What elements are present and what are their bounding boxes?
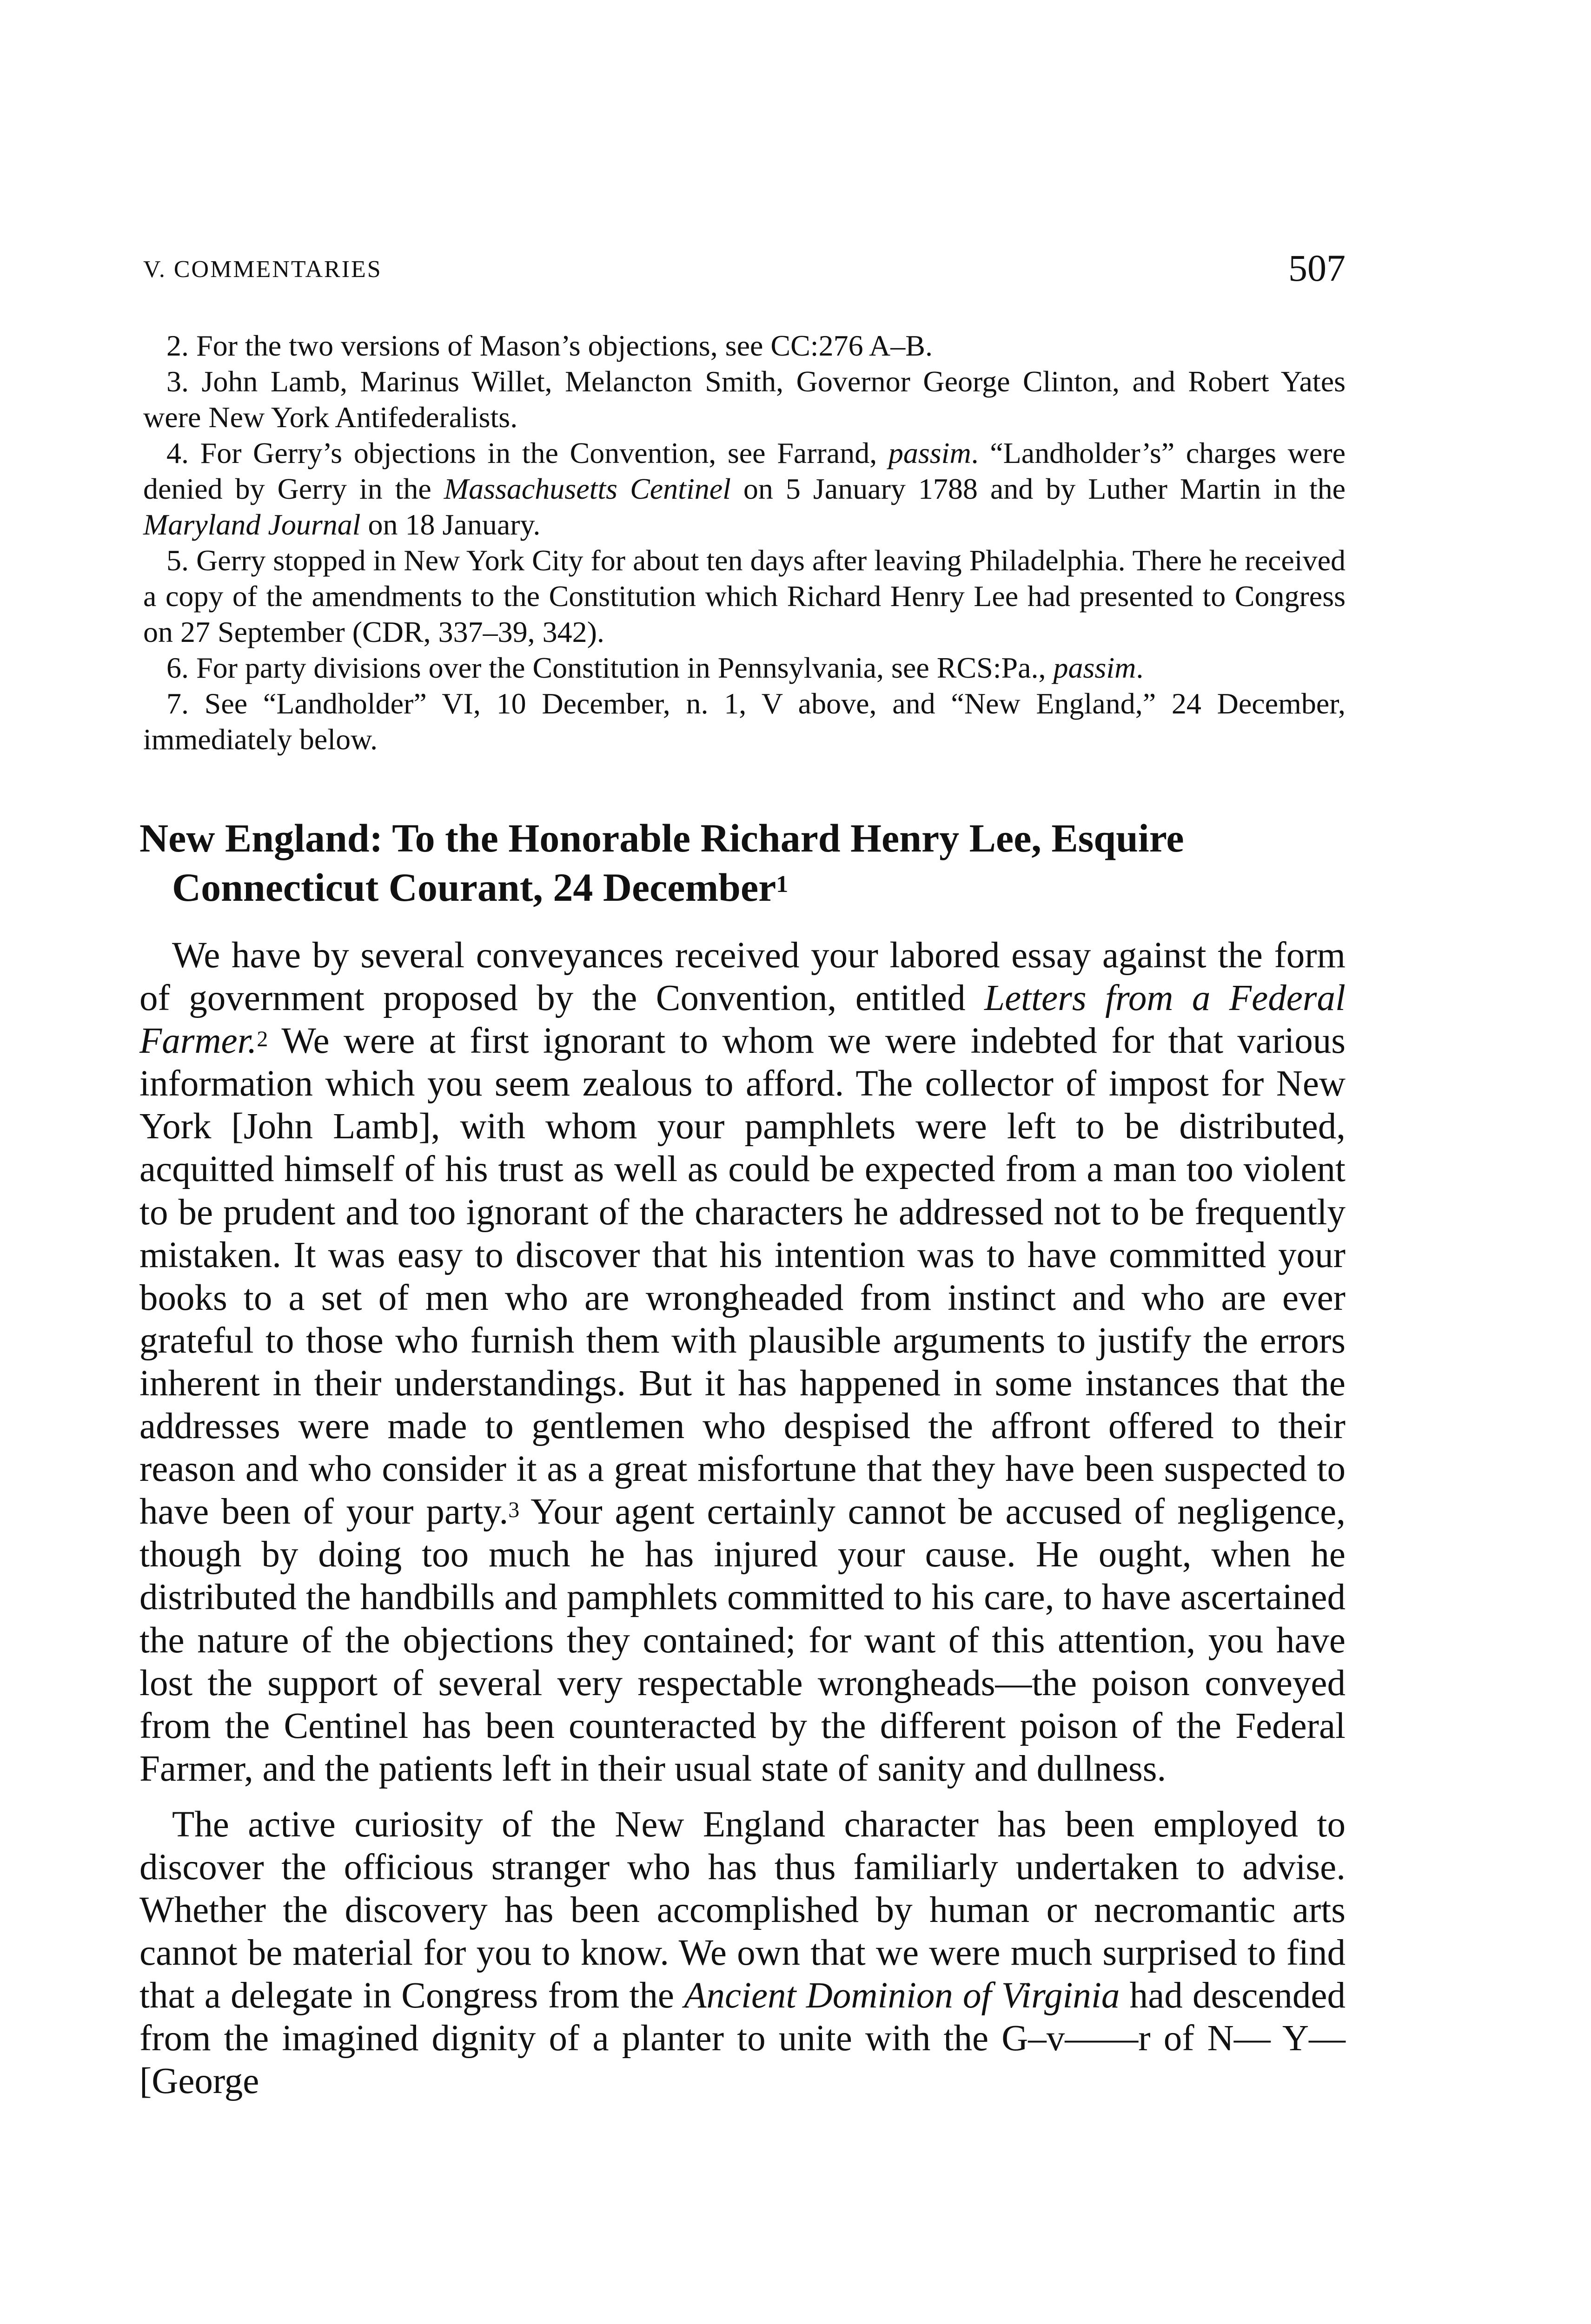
text-run: on 5 January 1788 and by Luther Martin in the (730, 472, 1346, 505)
page-number: 507 (1288, 247, 1346, 289)
text-run: . “Landholder’s” charges were denied by Gerry in the (143, 436, 1346, 505)
footnote (143, 435, 1346, 542)
body-paragraph (139, 934, 1346, 1790)
footnote-marker: 3 (508, 1498, 520, 1523)
italic-text: passim (888, 436, 971, 469)
page-header (143, 246, 1346, 297)
footnote (143, 363, 1346, 435)
text-run: on 18 January. (360, 508, 541, 541)
italic-text: Letters from a Federal Farmer. (139, 978, 1346, 1062)
title-footnote-marker: 1 (776, 871, 789, 898)
footnote-marker: 2 (257, 1027, 268, 1052)
text-run: 6. For party divisions over the Constitution in Pennsylvania, see RCS:Pa., (166, 651, 1054, 684)
title-line-1: New England: To the Honorable Richard Henry Lee, Esquire (139, 816, 1184, 860)
text-run: The active curiosity of the New England character has been employed to discover the officious stranger who has thus familiarly undertaken to advise. Whether the discovery has been accomplished by human or necromantic arts cannot be material for you to know. We own that we were much surprised to find that a delegate in Congress from the (139, 1804, 1346, 2016)
footnote (143, 650, 1346, 686)
text-run: had descended from the imagined dignity of a planter to unite with the G–v——r of N— Y— [George (139, 1975, 1346, 2102)
text-run: Your agent certainly cannot be accused of negligence, though by doing too much he has injured your cause. He ought, when he distributed the handbills and pamphlets committed to his care, to have ascertained the nature of the objections they contained; for want of this attention, you have lost the support of several very respectable wrongheads—the poison conveyed from the Centinel has been counteracted by the different poison of the Federal Farmer, and the patients left in their usual state of sanity and dullness. (139, 1492, 1346, 1789)
text-run: We have by several conveyances received your labored essay against the form of government proposed by the Convention, entitled (139, 935, 1346, 1019)
text-run: We were at first ignorant to whom we were indebted for that various information which you seem zealous to afford. The collector of impost for New York [John Lamb], with whom your pamphlets were left to be distributed, acquitted himself of his trust as well as could be expected from a man too violent to be prudent and too ignorant of the characters he addressed not to be frequently mistaken. It was easy to discover that his intention was to have committed your books to a set of men who are wrongheaded from instinct and who are ever grateful to those who furnish them with plausible arguments to justify the errors inherent in their understandings. But it has happened in some instances that the addresses were made to gentlemen who despised the affront offered to their reason and who consider it as a great misfortune that they have been suspected to have been of your party. (139, 1021, 1346, 1532)
footnotes-block (143, 328, 1346, 757)
italic-text: Ancient Dominion of Virginia (684, 1975, 1120, 2016)
running-head: V. COMMENTARIES (143, 256, 382, 283)
article-title (139, 813, 1348, 912)
text-run: 4. For Gerry’s objections in the Convention, see Farrand, (166, 436, 888, 469)
italic-text: Maryland Journal (143, 508, 361, 541)
footnote (143, 542, 1346, 650)
italic-text: passim (1053, 651, 1136, 684)
italic-text: Massachusetts Centinel (444, 472, 731, 505)
article-body (139, 934, 1346, 2116)
text-run: 7. See “Landholder” VI, 10 December, n. 1, V above, and “New England,” 24 December, immediately below. (143, 687, 1346, 756)
body-paragraph (139, 1803, 1346, 2103)
text-run: . (1136, 651, 1144, 684)
title-source: Connecticut Courant, 24 December (172, 865, 776, 910)
text-run: 5. Gerry stopped in New York City for about ten days after leaving Philadelphia. There he received a copy of the amendments to the Constitution which Richard Henry Lee had presented to Congress on 27 September (CDR, 337–39, 342). (143, 544, 1346, 648)
footnote (143, 686, 1346, 757)
title-line-2 (139, 863, 1348, 912)
footnote (143, 328, 1346, 363)
text-run: 3. John Lamb, Marinus Willet, Melancton Smith, Governor George Clinton, and Robert Yates were New York Antifederalists. (143, 365, 1346, 434)
text-run: 2. For the two versions of Mason’s objections, see CC:276 A–B. (166, 329, 933, 362)
